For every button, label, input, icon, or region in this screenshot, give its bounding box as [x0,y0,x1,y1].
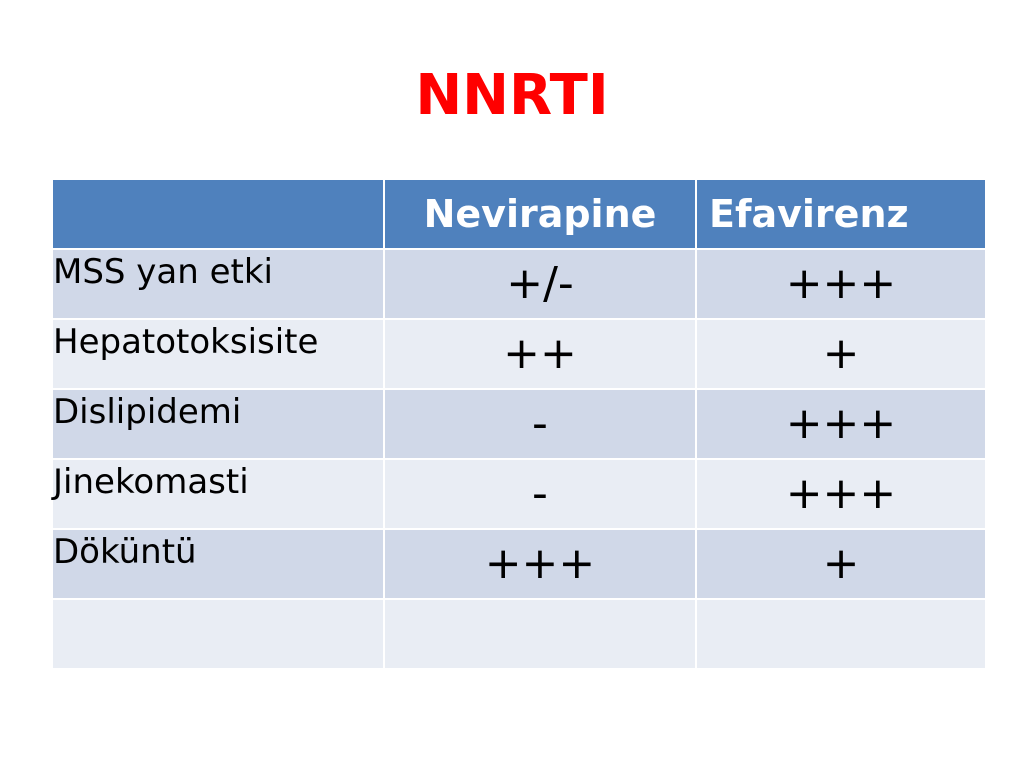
efavirenz-value: +++ [696,459,986,529]
efavirenz-value: +++ [696,389,986,459]
row-label: MSS yan etki [52,249,384,319]
slide-title: NNRTI [415,63,609,128]
row-label: Jinekomasti [52,459,384,529]
header-cell-efavirenz: Efavirenz [696,179,986,249]
efavirenz-value: + [696,319,986,389]
table-row [52,599,986,669]
nevirapine-value: ++ [384,319,696,389]
table-row [52,389,986,459]
table-row [52,459,986,529]
nevirapine-value: - [384,459,696,529]
header-cell-nevirapine: Nevirapine [384,179,696,249]
table-row [52,319,986,389]
efavirenz-value [696,599,986,669]
nevirapine-value: +/- [384,249,696,319]
row-label: Dislipidemi [52,389,384,459]
table-header-row [52,179,986,249]
comparison-table [51,178,987,670]
header-cell-empty [52,179,384,249]
efavirenz-value: + [696,529,986,599]
table-row [52,529,986,599]
nevirapine-value [384,599,696,669]
efavirenz-value: +++ [696,249,986,319]
row-label: Hepatotoksisite [52,319,384,389]
row-label: Döküntü [52,529,384,599]
nevirapine-value: +++ [384,529,696,599]
nevirapine-value: - [384,389,696,459]
row-label [52,599,384,669]
table-row [52,249,986,319]
